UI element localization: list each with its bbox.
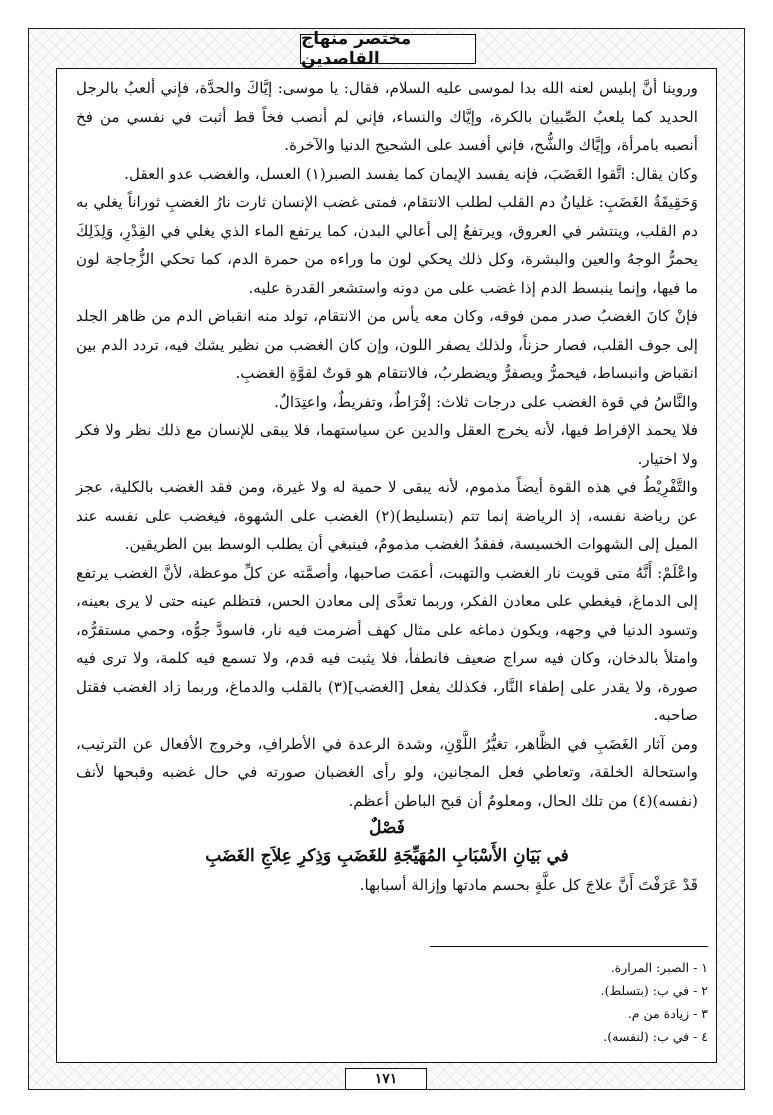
section-heading: فَصْلٌ [369,818,405,838]
paragraph-2: وكان يقال: اتَّقوا الغَضَبَ، فإنه يفسد الإيمان كما يفسد الصبر(١) العسل، والغضب عدو العقل. [124,164,698,183]
footnote-4: ٤ - في ب: (لنفسه). [603,1029,708,1044]
page-number-box [345,1068,427,1090]
paragraph-7: والتَّفْرِيْطُ في هذه القوة أيضاً مذموم، لأنه يبقى لا حمية له ولا غيرة، ومن فقد الغضب بالكلية، عجز عن رياضة نفسه، إذ الرياضة إنما تتم (بتسليط)(٢) الغضب على الشهوة، فيغضب على نفسه عند الميل إلى الشهوات الخسيسة، ففقدُ الغضب مذمومٌ، فينبغي أن يطلب الوسط بين الطريقين. [76,478,698,553]
paragraph-1: وروينا أنَّ إبليس لعنه الله بدا لموسى عليه السلام، فقال: يا موسى: إيَّاكَ والحدَّة، فإني ألعبُ بالرجل الحديد كما يلعبُ الصِّبيان بالكرة، وإيَّاك والنساء، فإني لم أنصب فخاً قط أثبت في نفسي من فخ أنصبه بامرأة، وإيَّاك والشُّح، فإني أفسد على الشحيح الدنيا والآخرة. [76,79,698,154]
paragraph-6: فلا يحمد الإفراط فيها، لأنه يخرج العقل والدين عن سياستهما، فلا يبقى للإنسان مع ذلك نظر ولا فكر ولا اختيار. [76,421,698,468]
section-subheading: في بَيَانِ الأَسْبَابِ المُهَيِّجَةِ للغَضَبِ وَذِكرِ عِلاَجِ الغَضَبِ [205,846,569,866]
paragraph-9: ومن آثار الغَضَبِ في الظَّاهر، تغيُّرُ اللَّوْنِ، وشدة الرعدة في الأطرافِ، وخروج الأفعال عن الترتيب، واستحالة الخلقة، وتعاطي فعل المجانين، ولو رأى الغضبان صورته في حال غضبه وقبحها لأنف (نفسه)(٤) من تلك الحال، ومعلومٌ أن قبح الباطن أعظم. [76,734,698,810]
page-body [76,74,698,900]
footnote-separator [430,946,708,947]
page-number: ١٧١ [374,1071,398,1087]
footnote-3: ٣ - زيادة من م. [627,1006,708,1021]
paragraph-4: فإنْ كانَ الغضبُ صدر ممن فوقه، وكان معه يأس من الانتقام، تولد منه انقباض الدم من ظاهر الجلد إلى جوف القلب، فصار حزناً، ولذلك يصفر اللون، وإن كان الغضب من نظير يشك فيه، تردد الدم بين انقباض وانبساط، فيحمرُّ ويصفرُّ ويضطربُ، فالانتقام هو قوتٌ لقوَّةِ الغضبِ. [76,307,698,382]
running-header [300,29,476,69]
book-title: مختصر منهاج القاصدين [301,29,412,69]
section-first-line: قَدْ عَرَفْتَ أَنَّ علاجَ كل علَّةٍ بحسم مادتها وإزالة أسبابها. [359,876,698,894]
footnotes [430,956,708,1048]
footnote-1: ١ - الصبر: المرارة. [610,960,708,975]
paragraph-3: وَحَقِيقَةُ الغَضَبِ: غليانُ دم القلب لطلب الانتقام، فمتى غضب الإنسان ثارت نارُ الغضبِ ثوراناً يغلي به دم القلب، وينتشر في العروق، ويرتفعُ إلى أعالي البدن، كما يرتفع الماء الذي يغلي في القِدْرِ، وَلِذَلِكَ يحمرُّ الوجهُ والعين والبشرة، وكل ذلك يحكي لون ما وراءه من حمرة الدم، كما تحكي الزُّجاجة لون ما فيها، وإنما ينبسط الدم إذا غضب على من دونه واستشعر القدرة عليه. [76,193,698,297]
paragraph-8: واعْلَمْ: أَنَّهُ متى قويت نار الغضب والتهبت، أعمَت صاحبها، وأصمَّته عن كلِّ موعظة، لأنَّ الغضب يرتفع إلى الدماغ، فيغطي على معادن الفكر، وربما تعدَّى إلى معادن الحس، فتظلم عينه حتى لا يرى بعينه، وتسود الدنيا في وجهه، ويكون دماغه على مثال كهف أضرمت فيه نار، فاسودَّ جوُّه، وحمي مستقرُّه، وامتلأ بالدخان، وكان فيه سراج ضعيف فانطفأ، فلا يثبت فيه قدم، ولا تسمع فيه كلمة، ولا ترى فيه صورة، ولا يقدر على إطفاء النَّار، فكذلك يفعل [الغضب](٣) بالقلب والدماغ، وربما زاد الغضب فقتل صاحبه. [76,563,698,724]
paragraph-5: والنَّاسُ في قوة الغضب على درجات ثلاث: إفْرَاطٌ، وتفريطٌ، واعتِدَالٌ. [274,392,698,411]
footnote-2: ٢ - في ب: (بتسلط). [600,983,708,998]
